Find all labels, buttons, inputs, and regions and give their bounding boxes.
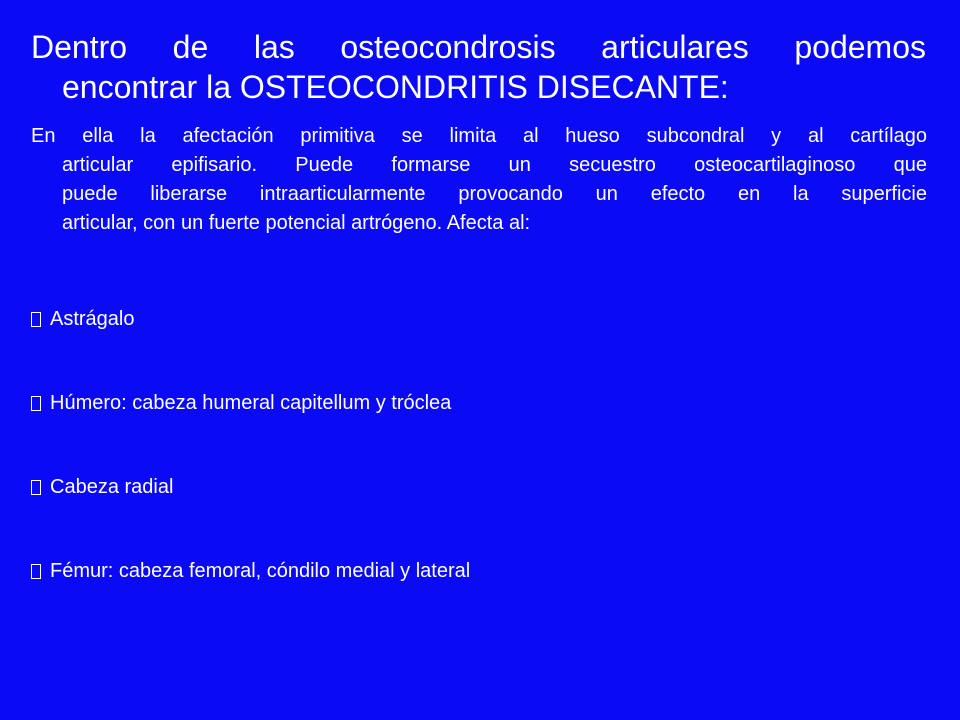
missing-glyph-bullet-icon — [31, 564, 41, 579]
missing-glyph-bullet-icon — [31, 396, 41, 411]
slide-title — [31, 27, 926, 107]
bullet-item — [31, 305, 135, 333]
paragraph-line-1: En ella la afectación primitiva se limita al hueso subcondral y al cartílago — [31, 125, 927, 147]
bullet-text: Fémur: cabeza femoral, cóndilo medial y lateral — [50, 560, 471, 582]
bullet-text: Húmero: cabeza humeral capitellum y tróclea — [50, 392, 452, 414]
missing-glyph-bullet-icon — [31, 312, 41, 327]
bullet-text: Astrágalo — [50, 308, 135, 330]
intro-paragraph — [31, 122, 927, 238]
paragraph-line-2: articular epifisario. Puede formarse un secuestro osteocartilaginoso que — [62, 154, 927, 176]
paragraph-line-4: articular, con un fuerte potencial artrógeno. Afecta al: — [62, 212, 531, 234]
slide-title-line-2: encontrar la OSTEOCONDRITIS DISECANTE: — [62, 69, 729, 105]
slide-title-line-1: Dentro de las osteocondrosis articulares podemos — [31, 29, 926, 65]
bullet-item — [31, 389, 451, 417]
missing-glyph-bullet-icon — [31, 480, 41, 495]
bullet-item — [31, 557, 470, 585]
bullet-text: Cabeza radial — [50, 476, 174, 498]
bullet-item — [31, 473, 173, 501]
paragraph-line-3: puede liberarse intraarticularmente provocando un efecto en la superficie — [62, 183, 927, 205]
